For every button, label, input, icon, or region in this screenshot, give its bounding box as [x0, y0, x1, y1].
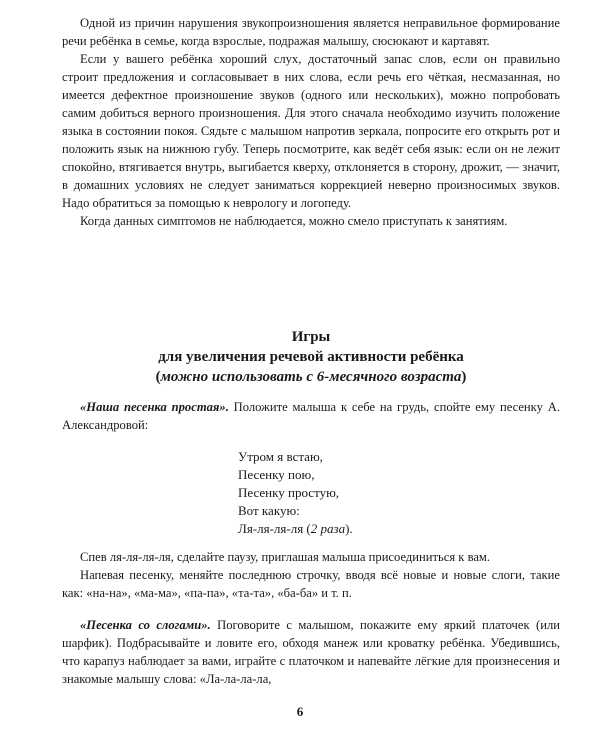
paragraph: Одной из причин нарушения звукопроизношения является неправильное формирование речи ребёнка в семье, когда взрослые, подражая малышу, сюсюкают и картавят. [62, 16, 560, 48]
heading-note-text: можно использовать с 6-месячного возраста [160, 369, 462, 385]
intro-text [62, 14, 560, 230]
paragraph: Напевая песенку, меняйте последнюю строчку, вводя всё новые и новые слоги, такие как: «на-на», «ма-ма», «па-па», «та-та», «ба-ба» и т. п. [62, 568, 560, 600]
paragraph: «Песенка со слогами». Поговорите с малышом, покажите ему яркий платочек (или шарфик). Подбрасывайте и ловите его, обходя манеж или кроватку ребёнка. Убедившись, что карапуз наблюдает за вами, играйте с платочком и напевайте лёгкие для произнесения и знакомые малышу слова: «Ла-ла-ла-ла, [62, 618, 560, 686]
heading-note: (можно использовать с 6-месячного возраста) [155, 369, 467, 385]
paragraph: Когда данных симптомов не наблюдается, можно смело приступать к занятиям. [80, 214, 508, 228]
game-title: «Песенка со слогами». [80, 618, 211, 632]
game-one-text [62, 398, 560, 448]
section-heading [62, 327, 560, 387]
paragraph: «Наша песенка простая». Положите малыша к себе на грудь, спойте ему песенку А. Александровой: [62, 400, 560, 432]
game-two-text [62, 548, 560, 688]
game-title: «Наша песенка простая». [80, 400, 229, 414]
paragraph: Спев ля-ля-ля-ля, сделайте паузу, приглашая малыша присоединиться к вам. [80, 550, 491, 564]
poem-line: Вот какую: [238, 503, 300, 518]
poem-line: Песенку пою, [238, 467, 315, 482]
page-number: 6 [296, 704, 304, 719]
heading-title: Игры [291, 329, 331, 345]
poem-line: Утром я встаю, [238, 449, 323, 464]
heading-subtitle: для увеличения речевой активности ребёнка [158, 349, 464, 365]
poem-line: Песенку простую, [238, 485, 340, 500]
poem-line: Ля-ля-ля-ля (2 раза). [238, 521, 353, 536]
paragraph: Если у вашего ребёнка хороший слух, достаточный запас слов, если он правильно строит предложения и согласовывает в них слова, если речь его чёткая, несмазанная, но имеется дефектное произношение звуков (одного или нескольких), можно попробовать самим добиться верного произношения. Для этого сначала необходимо изучить положение языка в состоянии покоя. Сядьте с малышом напротив зеркала, попросите его открыть рот и положить язык на нижнюю губу. Теперь посмотрите, как ведёт себя язык: если он не лежит спокойно, втягивается внутрь, выгибается кверху, отклоняется в сторону, дрожит, — значит, в домашних условиях не следует заниматься коррекцией неверно произносимых звуков. Надо обратиться за помощью к неврологу и логопеду. [62, 52, 560, 210]
poem [238, 448, 353, 538]
